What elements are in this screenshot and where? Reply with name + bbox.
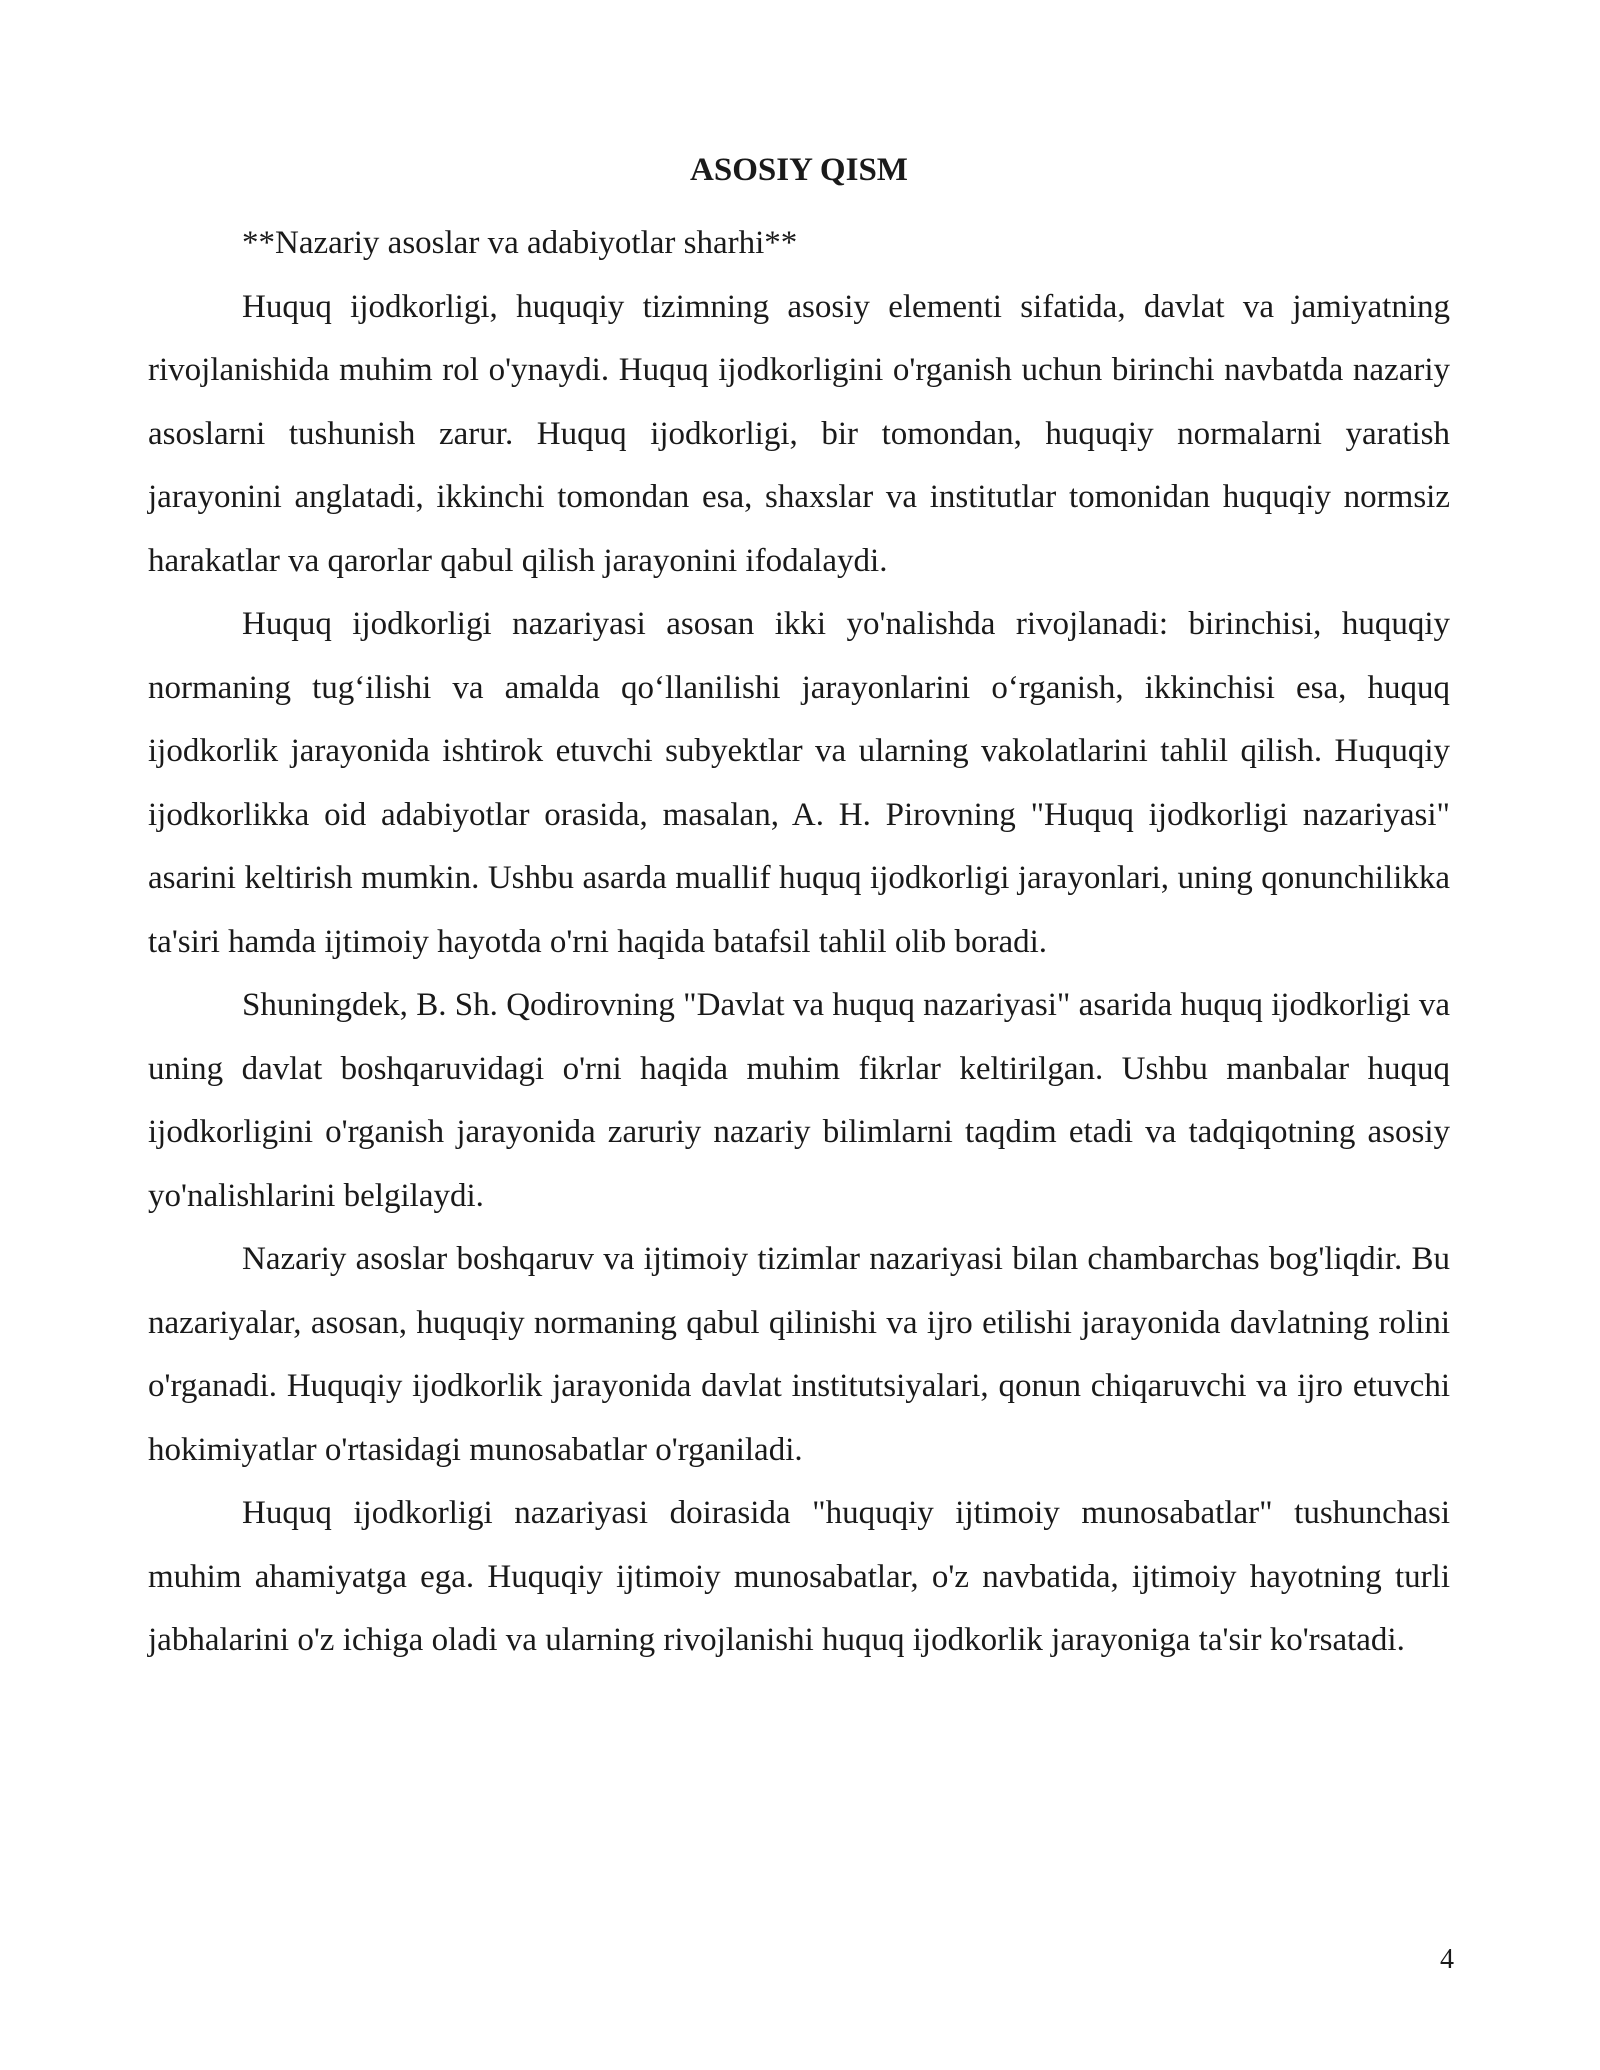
paragraph-4: Nazariy asoslar boshqaruv va ijtimoiy tizimlar nazariyasi bilan chambarchas bog'liqdir. Bu nazariyalar, asosan, huquqiy normaning qabul qilinishi va ijro etilishi jarayonida davlatning rolini o'rganadi. Huquqiy ijodkorlik jarayonida davlat institutsiyalari, qonun chiqaruvchi va ijro etuvchi hokimiyatlar o'rtasidagi munosabatlar o'rganiladi.	[148, 1241, 1450, 1468]
document-page	[148, 150, 1450, 1673]
paragraph-3: Shuningdek, B. Sh. Qodirovning "Davlat va huquq nazariyasi" asarida huquq ijodkorligi va uning davlat boshqaruvidagi o'rni haqida muhim fikrlar keltirilgan. Ushbu manbalar huquq ijodkorligini o'rganish jarayonida zaruriy nazariy bilimlarni taqdim etadi va tadqiqotning asosiy yo'nalishlarini belgilaydi.	[148, 987, 1450, 1214]
page-number: 4	[1440, 1944, 1454, 1975]
paragraph-1: Huquq ijodkorligi, huquqiy tizimning asosiy elementi sifatida, davlat va jamiyatning rivojlanishida muhim rol o'ynaydi. Huquq ijodkorligini o'rganish uchun birinchi navbatda nazariy asoslarni tushunish zarur. Huquq ijodkorligi, bir tomondan, huquqiy normalarni yaratish jarayonini anglatadi, ikkinchi tomondan esa, shaxslar va institutlar tomonidan huquqiy normsiz harakatlar va qarorlar qabul qilish jarayonini ifodalaydi.	[148, 288, 1450, 579]
section-heading: ASOSIY QISM	[690, 152, 908, 188]
subsection-heading: **Nazariy asoslar va adabiyotlar sharhi**	[242, 225, 798, 261]
paragraph-5: Huquq ijodkorligi nazariyasi doirasida "huquqiy ijtimoiy munosabatlar" tushunchasi muhim ahamiyatga ega. Huquqiy ijtimoiy munosabatlar, o'z navbatida, ijtimoiy hayotning turli jabhalarini o'z ichiga oladi va ularning rivojlanishi huquq ijodkorlik jarayoniga ta'sir ko'rsatadi.	[148, 1495, 1450, 1658]
paragraph-2: Huquq ijodkorligi nazariyasi asosan ikki yo'nalishda rivojlanadi: birinchisi, huquqiy normaning tugʻilishi va amalda qoʻllanilishi jarayonlarini oʻrganish, ikkinchisi esa, huquq ijodkorlik jarayonida ishtirok etuvchi subyektlar va ularning vakolatlarini tahlil qilish. Huquqiy ijodkorlikka oid adabiyotlar orasida, masalan, A. H. Pirovning "Huquq ijodkorligi nazariyasi" asarini keltirish mumkin. Ushbu asarda muallif huquq ijodkorligi jarayonlari, uning qonunchilikka ta'siri hamda ijtimoiy hayotda o'rni haqida batafsil tahlil olib boradi.	[148, 606, 1450, 960]
